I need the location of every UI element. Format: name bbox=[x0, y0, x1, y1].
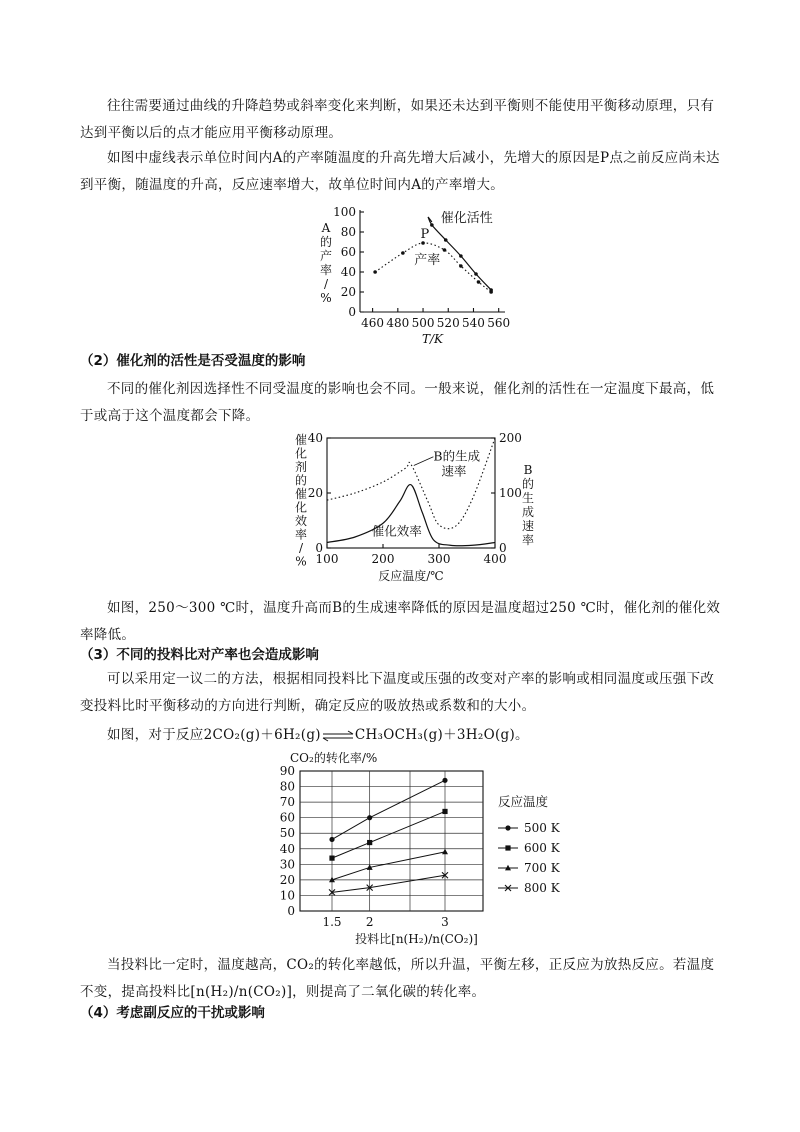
series-point-square bbox=[442, 809, 447, 814]
y-left-axis-label-char: 催 bbox=[294, 433, 308, 447]
b-rate-label: 速率 bbox=[441, 463, 467, 479]
x-tick-label: 300 bbox=[427, 552, 451, 566]
yield-label: 产率 bbox=[414, 253, 441, 268]
y-left-axis-label-char: / bbox=[298, 541, 304, 555]
y-tick-label: 40 bbox=[279, 841, 295, 856]
y-right-axis-label-char: 生 bbox=[521, 491, 535, 505]
y-tick-label: 60 bbox=[340, 245, 356, 259]
yield-point bbox=[443, 248, 447, 252]
y-tick-label: 40 bbox=[340, 265, 356, 279]
paragraph-equilibrium-curve: 往往需要通过曲线的升降趋势或斜率变化来判断，如果还未达到平衡则不能使用平衡移动原理，只有达到平衡以后的点才能应用平衡移动原理。 bbox=[80, 98, 715, 141]
y-axis-label-char: / bbox=[323, 277, 329, 291]
reaction-products: CH₃OCH₃(g)＋3H₂O(g)。 bbox=[354, 727, 529, 743]
y-tick-label: 20 bbox=[340, 285, 356, 299]
y-left-axis-label-char: 效 bbox=[294, 514, 308, 528]
y-left-axis-label-char: 化 bbox=[294, 446, 308, 461]
y-axis-label-char: % bbox=[320, 291, 332, 305]
y-left-axis-label-char: 化 bbox=[294, 500, 308, 515]
y-tick-label: 80 bbox=[340, 225, 356, 239]
equilibrium-arrow-icon bbox=[321, 730, 355, 742]
y-left-tick-label: 0 bbox=[315, 541, 323, 555]
x-tick-label: 400 bbox=[483, 552, 507, 566]
y-tick-label: 30 bbox=[279, 857, 295, 872]
y-right-tick-label: 200 bbox=[499, 431, 522, 445]
b-rate-leader-line bbox=[414, 457, 434, 466]
reaction-reactants: 2CO₂(g)＋6H₂(g) bbox=[203, 727, 321, 743]
catalyst-activity-label: 催化活性 bbox=[440, 211, 493, 226]
y-tick-label: 50 bbox=[279, 826, 295, 841]
paragraph-catalyst-selectivity: 不同的催化剂因选择性不同受温度的影响也会不同。一般来说，催化剂的活性在一定温度下最高，低于或高于这个温度都会下降。 bbox=[80, 381, 715, 424]
x-tick-label: 560 bbox=[487, 316, 511, 330]
legend-label: 600 K bbox=[524, 841, 560, 855]
paragraph-rate-decrease: 如图，250～300 ℃时，温度升高而B的生成速率降低的原因是温度超过250 ℃时，催化剂的催化效率降低。 bbox=[80, 600, 721, 643]
y-right-axis-label-char: B bbox=[523, 463, 533, 477]
series-point-circle bbox=[367, 815, 372, 820]
y-left-axis-label-char: 催 bbox=[294, 487, 308, 501]
catalyst-efficiency-label: 催化效率 bbox=[371, 523, 422, 539]
catalyst-activity-point bbox=[444, 238, 448, 242]
y-axis-label-char: 产 bbox=[319, 249, 333, 263]
y-left-axis-label-char: 率 bbox=[294, 527, 308, 542]
y-tick-label: 0 bbox=[287, 904, 295, 918]
x-axis-label: 反应温度/℃ bbox=[378, 569, 444, 583]
legend-label: 800 K bbox=[524, 881, 560, 895]
catalyst-activity-point bbox=[474, 272, 478, 276]
x-tick-label: 1.5 bbox=[322, 915, 342, 929]
x-tick-label: 520 bbox=[436, 316, 460, 330]
yield-point bbox=[373, 270, 377, 274]
chart-catalyst-efficiency bbox=[285, 428, 535, 588]
series-point-triangle bbox=[442, 849, 448, 855]
series-line-square bbox=[332, 811, 445, 858]
y-tick-label: 60 bbox=[279, 810, 295, 825]
y-right-tick-label: 0 bbox=[499, 541, 507, 555]
series-line-circle bbox=[332, 780, 445, 839]
y-left-axis-label-char: 剂 bbox=[294, 460, 308, 474]
reaction-line bbox=[80, 722, 726, 749]
series-point-square bbox=[367, 840, 372, 845]
heading-side-reaction: （4）考虑副反应的干扰或影响 bbox=[80, 1005, 265, 1021]
y-axis-label-char: 的 bbox=[319, 235, 333, 249]
x-axis-label: T/K bbox=[421, 332, 444, 346]
y-tick-label: 100 bbox=[333, 205, 356, 219]
y-tick-label: 10 bbox=[279, 888, 295, 903]
chart-title: CO₂的转化率/% bbox=[290, 751, 378, 765]
series-line-triangle bbox=[332, 852, 445, 880]
x-axis-label: 投料比[n(H₂)/n(CO₂)] bbox=[355, 932, 478, 946]
y-left-tick-label: 40 bbox=[307, 431, 323, 445]
y-right-axis-label-char: 率 bbox=[521, 533, 535, 547]
heading-feed-ratio: （3）不同的投料比对产率也会造成影响 bbox=[80, 647, 319, 663]
legend-label: 500 K bbox=[524, 821, 560, 835]
series-point-circle bbox=[442, 778, 447, 783]
chart-yield-vs-temperature bbox=[280, 200, 530, 350]
b-rate-label: B的生成 bbox=[433, 448, 481, 464]
point-p-label: P bbox=[420, 227, 430, 242]
y-left-axis-label-char: % bbox=[295, 554, 307, 569]
legend-marker-square bbox=[505, 845, 510, 850]
paragraph-conversion-conclusion: 当投料比一定时，温度越高，CO₂的转化率越低，所以升温，平衡左移，正反应为放热反应。若温度不变，提高投料比[n(H₂)/n(CO₂)]，则提高了二氧化碳的转化率。 bbox=[80, 957, 715, 1000]
x-tick-label: 540 bbox=[462, 316, 485, 330]
heading-catalyst-temperature: （2）催化剂的活性是否受温度的影响 bbox=[80, 353, 306, 369]
yield-point bbox=[489, 290, 493, 294]
y-tick-label: 0 bbox=[348, 305, 356, 319]
y-axis-label-char: 率 bbox=[319, 263, 333, 277]
catalyst-activity-point bbox=[430, 223, 434, 227]
y-tick-label: 70 bbox=[279, 795, 295, 810]
paragraph-dashed-line: 如图中虚线表示单位时间内A的产率随温度的升高先增大后减小，先增大的原因是P点之前反应尚未达到平衡，随温度的升高，反应速率增大，故单位时间内A的产率增大。 bbox=[80, 150, 720, 193]
x-tick-label: 200 bbox=[371, 552, 395, 566]
y-left-tick-label: 20 bbox=[307, 486, 323, 500]
x-tick-label: 460 bbox=[361, 316, 385, 330]
y-axis-label-char: A bbox=[321, 221, 331, 235]
catalyst-activity-point bbox=[459, 254, 463, 258]
legend-label: 700 K bbox=[524, 861, 560, 875]
x-tick-label: 2 bbox=[365, 915, 374, 929]
y-left-axis-label-char: 的 bbox=[294, 473, 308, 488]
x-tick-label: 100 bbox=[315, 552, 339, 566]
chart-co2-conversion bbox=[268, 748, 588, 948]
reaction-prefix: 如图，对于反应 bbox=[107, 727, 204, 743]
series-point-square bbox=[329, 856, 334, 861]
y-tick-label: 80 bbox=[279, 779, 295, 794]
x-tick-label: 3 bbox=[441, 915, 449, 929]
plot-frame bbox=[300, 771, 483, 911]
yield-point bbox=[477, 280, 481, 284]
y-right-tick-label: 100 bbox=[499, 486, 522, 500]
y-tick-label: 20 bbox=[279, 872, 295, 887]
paragraph-one-fixed-method: 可以采用定一议二的方法，根据相同投料比下温度或压强的改变对产率的影响或相同温度或压强下改变投料比时平衡移动的方向进行判断，确定反应的吸放热或系数和的大小。 bbox=[80, 671, 715, 714]
yield-point bbox=[401, 251, 405, 255]
y-right-axis-label-char: 成 bbox=[521, 505, 535, 519]
x-tick-label: 480 bbox=[386, 316, 410, 330]
y-right-axis-label-char: 速 bbox=[521, 519, 535, 533]
series-point-circle bbox=[329, 837, 334, 842]
y-tick-label: 90 bbox=[279, 764, 295, 778]
y-right-axis-label-char: 的 bbox=[521, 477, 535, 491]
series-line-x bbox=[332, 875, 445, 892]
legend-marker-circle bbox=[505, 825, 510, 830]
x-tick-label: 500 bbox=[411, 316, 435, 330]
yield-point bbox=[459, 264, 463, 268]
legend-title: 反应温度 bbox=[498, 794, 549, 809]
